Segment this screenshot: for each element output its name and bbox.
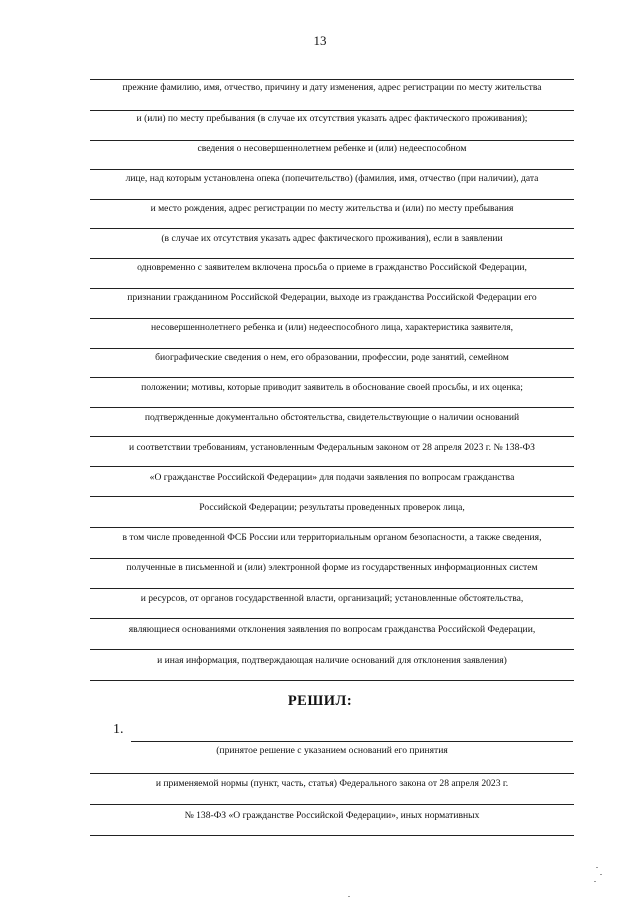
- form-line: [90, 466, 574, 467]
- field-caption: лице, над которым установлена опека (попечительство) (фамилия, имя, отчество (при наличии), дата: [125, 173, 539, 184]
- field-caption: являющиеся основаниями отклонения заявления по вопросам гражданства Российской Федерации,: [128, 624, 536, 635]
- form-line: [90, 436, 574, 437]
- field-caption: одновременно с заявителем включена просьба о приеме в гражданство Российской Федерации,: [137, 262, 527, 273]
- field-caption: (в случае их отсутствия указать адрес фактического проживания), если в заявлении: [161, 233, 503, 244]
- scan-speck: [348, 896, 350, 897]
- scan-speck: [600, 874, 602, 875]
- form-line: [90, 228, 574, 229]
- scan-speck: [596, 867, 598, 868]
- field-caption: прежние фамилию, имя, отчество, причину и дату изменения, адрес регистрации по месту жительства: [122, 82, 542, 93]
- form-line: [90, 288, 574, 289]
- field-caption: признании гражданином Российской Федерации, выходе из гражданства Российской Федерации его: [127, 292, 537, 303]
- form-line: [90, 79, 574, 80]
- form-line: [90, 618, 574, 619]
- form-line: [90, 773, 574, 774]
- form-line: [90, 258, 574, 259]
- form-line: [90, 318, 574, 319]
- field-caption: № 138-ФЗ «О гражданстве Российской Федерации», иных нормативных: [184, 810, 480, 821]
- field-caption: сведения о несовершеннолетнем ребенке и (или) недееспособном: [197, 143, 467, 154]
- field-caption: биографические сведения о нем, его образовании, профессии, роде занятий, семейном: [155, 352, 509, 363]
- field-caption: полученные в письменной и (или) электронной форме из государственных информационных систем: [126, 562, 538, 573]
- form-line: [90, 140, 574, 141]
- form-line: [90, 407, 574, 408]
- field-caption: и (или) по месту пребывания (в случае их отсутствия указать адрес фактического проживания);: [136, 113, 528, 124]
- field-caption: (принятое решение с указанием оснований его принятия: [216, 745, 448, 756]
- form-line: [90, 169, 574, 170]
- form-line: [90, 835, 574, 836]
- form-line: [90, 558, 574, 559]
- item-number: 1.: [113, 722, 124, 737]
- field-caption: и иная информация, подтверждающая наличие оснований для отклонения заявления): [157, 655, 507, 666]
- form-line: [131, 741, 573, 742]
- field-caption: и соответствии требованиям, установленным Федеральным законом от 28 апреля 2023 г. № 138-ФЗ: [129, 442, 535, 453]
- field-caption: Российской Федерации; результаты проведенных проверок лица,: [199, 502, 465, 513]
- field-caption: «О гражданстве Российской Федерации» для подачи заявления по вопросам гражданства: [149, 472, 515, 483]
- decision-heading: РЕШИЛ:: [287, 693, 353, 709]
- field-caption: и применяемой нормы (пункт, часть, статья) Федерального закона от 28 апреля 2023 г.: [155, 778, 509, 789]
- field-caption: несовершеннолетнего ребенка и (или) недееспособного лица, характеристика заявителя,: [150, 322, 514, 333]
- field-caption: и место рождения, адрес регистрации по месту жительства и (или) по месту пребывания: [150, 203, 514, 214]
- form-line: [90, 377, 574, 378]
- field-caption: и ресурсов, от органов государственной власти, организаций; установленные обстоятельства,: [140, 593, 524, 604]
- page-number: 13: [313, 33, 327, 48]
- form-line: [90, 348, 574, 349]
- form-line: [90, 496, 574, 497]
- form-line: [90, 588, 574, 589]
- scan-speck: [594, 881, 596, 882]
- form-line: [90, 199, 574, 200]
- form-line: [90, 804, 574, 805]
- form-line: [90, 527, 574, 528]
- field-caption: положении; мотивы, которые приводит заявитель в обоснование своей просьбы, и их оценка;: [141, 382, 523, 393]
- form-line: [90, 680, 574, 681]
- form-line: [90, 649, 574, 650]
- field-caption: в том числе проведенной ФСБ России или территориальным органом безопасности, а также сведения,: [122, 532, 542, 543]
- form-line: [90, 110, 574, 111]
- field-caption: подтвержденные документально обстоятельства, свидетельствующие о наличии оснований: [144, 412, 520, 423]
